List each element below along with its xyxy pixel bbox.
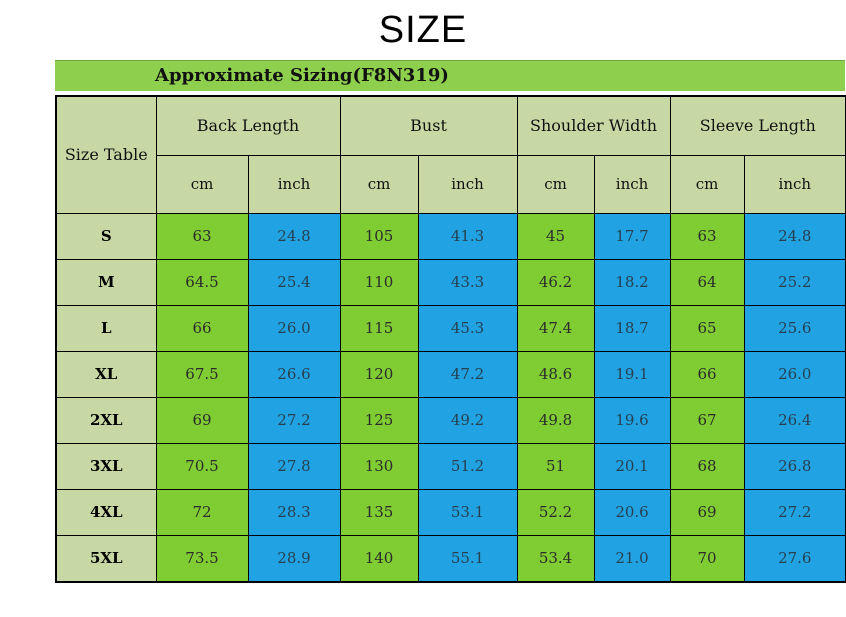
cell-sleeve-length-inch: 27.2 (744, 489, 846, 535)
unit-header-shoulder-width-cm: cm (517, 155, 594, 213)
cell-shoulder-width-inch: 18.2 (594, 259, 670, 305)
size-label: 2XL (56, 397, 156, 443)
group-header-bust-label: Bust (410, 116, 447, 135)
cell-sleeve-length-cm: 69 (670, 489, 744, 535)
unit-header-sleeve-length-cm: cm (670, 155, 744, 213)
size-label: S (56, 213, 156, 259)
cell-sleeve-length-cm: 66 (670, 351, 744, 397)
unit-header-bust-inch: inch (418, 155, 517, 213)
cell-sleeve-length-inch: 27.6 (744, 535, 846, 582)
cell-sleeve-length-inch: 26.4 (744, 397, 846, 443)
cell-bust-cm: 105 (340, 213, 418, 259)
cell-shoulder-width-cm: 53.4 (517, 535, 594, 582)
cell-sleeve-length-cm: 67 (670, 397, 744, 443)
cell-shoulder-width-cm: 47.4 (517, 305, 594, 351)
group-header-sleeve-length (670, 96, 846, 156)
table-row-size-5xl (56, 535, 846, 582)
cell-shoulder-width-inch: 20.6 (594, 489, 670, 535)
corner-header-size-table: Size Table (56, 96, 156, 214)
table-row-size-2xl (56, 397, 846, 443)
cell-shoulder-width-inch: 20.1 (594, 443, 670, 489)
cell-sleeve-length-cm: 64 (670, 259, 744, 305)
size-label: 4XL (56, 489, 156, 535)
cell-back-length-inch: 26.0 (248, 305, 340, 351)
table-row-size-s (56, 213, 846, 259)
size-table (55, 95, 846, 583)
cell-sleeve-length-cm: 70 (670, 535, 744, 582)
cell-shoulder-width-inch: 19.6 (594, 397, 670, 443)
cell-sleeve-length-cm: 68 (670, 443, 744, 489)
cell-back-length-cm: 64.5 (156, 259, 248, 305)
cell-back-length-cm: 63 (156, 213, 248, 259)
size-label: 5XL (56, 535, 156, 582)
cell-shoulder-width-cm: 48.6 (517, 351, 594, 397)
size-label: XL (56, 351, 156, 397)
cell-bust-cm: 110 (340, 259, 418, 305)
size-chart-sheet (55, 60, 845, 583)
cell-back-length-cm: 69 (156, 397, 248, 443)
cell-back-length-cm: 72 (156, 489, 248, 535)
group-header-shoulder-width (517, 96, 670, 156)
unit-header-back-length-inch: inch (248, 155, 340, 213)
cell-shoulder-width-cm: 51 (517, 443, 594, 489)
cell-back-length-cm: 66 (156, 305, 248, 351)
cell-back-length-cm: 67.5 (156, 351, 248, 397)
cell-bust-cm: 120 (340, 351, 418, 397)
table-row-size-3xl (56, 443, 846, 489)
cell-back-length-cm: 70.5 (156, 443, 248, 489)
cell-back-length-inch: 27.2 (248, 397, 340, 443)
unit-header-sleeve-length-inch: inch (744, 155, 846, 213)
cell-back-length-inch: 28.9 (248, 535, 340, 582)
cell-back-length-inch: 27.8 (248, 443, 340, 489)
sizing-banner (55, 60, 845, 91)
cell-bust-inch: 55.1 (418, 535, 517, 582)
unit-header-shoulder-width-inch: inch (594, 155, 670, 213)
cell-back-length-cm: 73.5 (156, 535, 248, 582)
group-header-bust (340, 96, 517, 156)
cell-shoulder-width-inch: 18.7 (594, 305, 670, 351)
cell-bust-cm: 130 (340, 443, 418, 489)
cell-shoulder-width-cm: 49.8 (517, 397, 594, 443)
table-row-size-xl (56, 351, 846, 397)
unit-header-bust-cm: cm (340, 155, 418, 213)
cell-sleeve-length-inch: 25.2 (744, 259, 846, 305)
cell-shoulder-width-cm: 46.2 (517, 259, 594, 305)
cell-bust-cm: 140 (340, 535, 418, 582)
cell-bust-inch: 53.1 (418, 489, 517, 535)
cell-shoulder-width-cm: 52.2 (517, 489, 594, 535)
cell-sleeve-length-inch: 24.8 (744, 213, 846, 259)
group-header-shoulder-width-label: Shoulder Width (530, 116, 658, 135)
cell-sleeve-length-inch: 25.6 (744, 305, 846, 351)
table-row-size-m (56, 259, 846, 305)
cell-back-length-inch: 28.3 (248, 489, 340, 535)
cell-bust-inch: 51.2 (418, 443, 517, 489)
cell-bust-cm: 135 (340, 489, 418, 535)
cell-sleeve-length-cm: 65 (670, 305, 744, 351)
cell-bust-inch: 41.3 (418, 213, 517, 259)
cell-back-length-inch: 25.4 (248, 259, 340, 305)
cell-bust-cm: 115 (340, 305, 418, 351)
cell-shoulder-width-cm: 45 (517, 213, 594, 259)
group-header-back-length (156, 96, 340, 156)
cell-sleeve-length-inch: 26.8 (744, 443, 846, 489)
size-label: M (56, 259, 156, 305)
size-label: 3XL (56, 443, 156, 489)
cell-bust-inch: 43.3 (418, 259, 517, 305)
cell-bust-inch: 45.3 (418, 305, 517, 351)
group-header-back-length-label: Back Length (196, 116, 300, 135)
cell-back-length-inch: 24.8 (248, 213, 340, 259)
cell-sleeve-length-inch: 26.0 (744, 351, 846, 397)
page-title: SIZE (378, 9, 468, 51)
group-header-sleeve-length-label: Sleeve Length (699, 116, 816, 135)
cell-shoulder-width-inch: 17.7 (594, 213, 670, 259)
cell-bust-cm: 125 (340, 397, 418, 443)
cell-sleeve-length-cm: 63 (670, 213, 744, 259)
cell-shoulder-width-inch: 21.0 (594, 535, 670, 582)
table-row-size-4xl (56, 489, 846, 535)
size-label: L (56, 305, 156, 351)
table-row-size-l (56, 305, 846, 351)
cell-back-length-inch: 26.6 (248, 351, 340, 397)
cell-shoulder-width-inch: 19.1 (594, 351, 670, 397)
unit-header-back-length-cm: cm (156, 155, 248, 213)
size-table-body (56, 213, 846, 582)
cell-bust-inch: 47.2 (418, 351, 517, 397)
cell-bust-inch: 49.2 (418, 397, 517, 443)
sizing-banner-label: Approximate Sizing(F8N319) (155, 65, 449, 87)
